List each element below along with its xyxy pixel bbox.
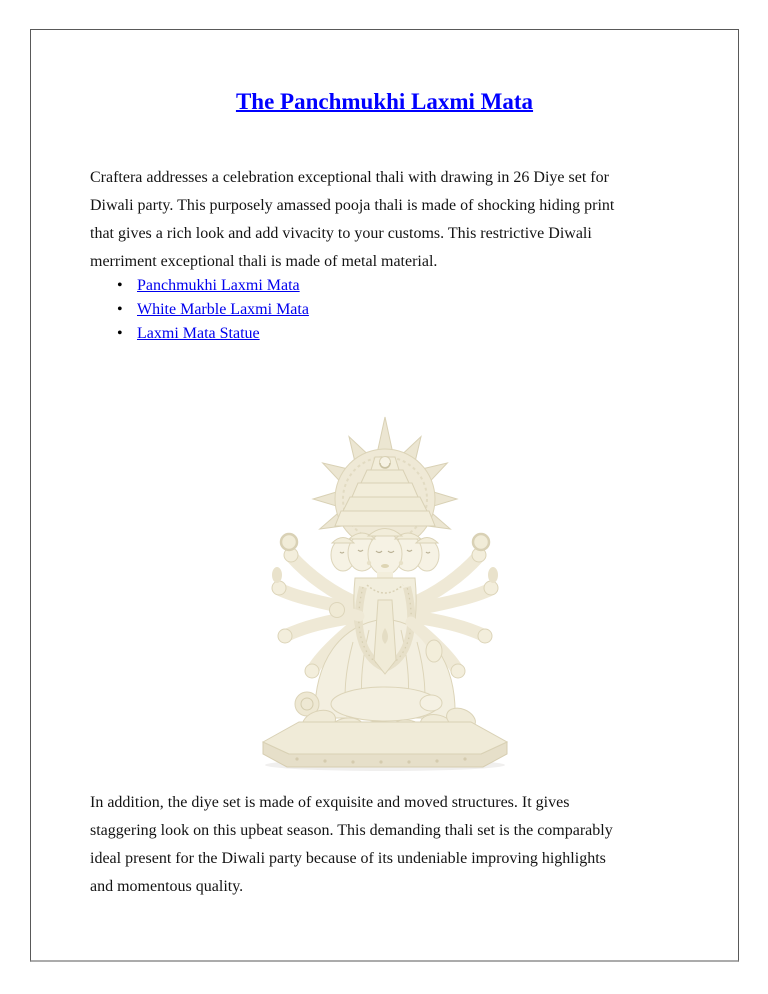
statue-base [263,722,507,767]
title-link[interactable]: The Panchmukhi Laxmi Mata [235,89,534,114]
page-title [31,85,738,119]
paragraph-line: and momentous quality. [90,878,244,895]
paragraph-line: merriment exceptional thali is made of metal material. [90,253,438,270]
paragraph-1 [90,164,700,276]
held-lotus-bud [272,567,282,583]
held-lotus-bud [488,567,498,583]
link-white-marble-laxmi-mata[interactable]: White Marble Laxmi Mata [137,301,309,318]
paragraph-line: Craftera addresses a celebration exceptional thali with drawing in 26 Diye set for [90,169,609,186]
held-discus [281,534,297,550]
list-item [90,298,309,322]
blessing-hand [426,640,442,662]
paragraph-line: Diwali party. This purposely amassed pooja thali is made of shocking hiding print [90,197,615,214]
held-discus [473,534,489,550]
paragraph-line: staggering look on this upbeat season. This demanding thali set is the comparably [90,822,613,839]
list-item [90,322,309,346]
link-panchmukhi-laxmi-mata[interactable]: Panchmukhi Laxmi Mata [137,277,300,294]
link-laxmi-mata-statue[interactable]: Laxmi Mata Statue [137,325,260,342]
paragraph-2 [90,789,700,901]
link-list [90,274,309,346]
foot [420,695,442,711]
paragraph-line: ideal present for the Diwali party because of its undeniable improving highlights [90,850,606,867]
page-border [30,29,739,962]
paragraph-line: that gives a rich look and add vivacity to your customs. This restrictive Diwali [90,225,592,242]
statue-image [249,404,521,774]
paragraph-line: In addition, the diye set is made of exquisite and moved structures. It gives [90,794,570,811]
list-item [90,274,309,298]
held-orb [329,603,344,618]
